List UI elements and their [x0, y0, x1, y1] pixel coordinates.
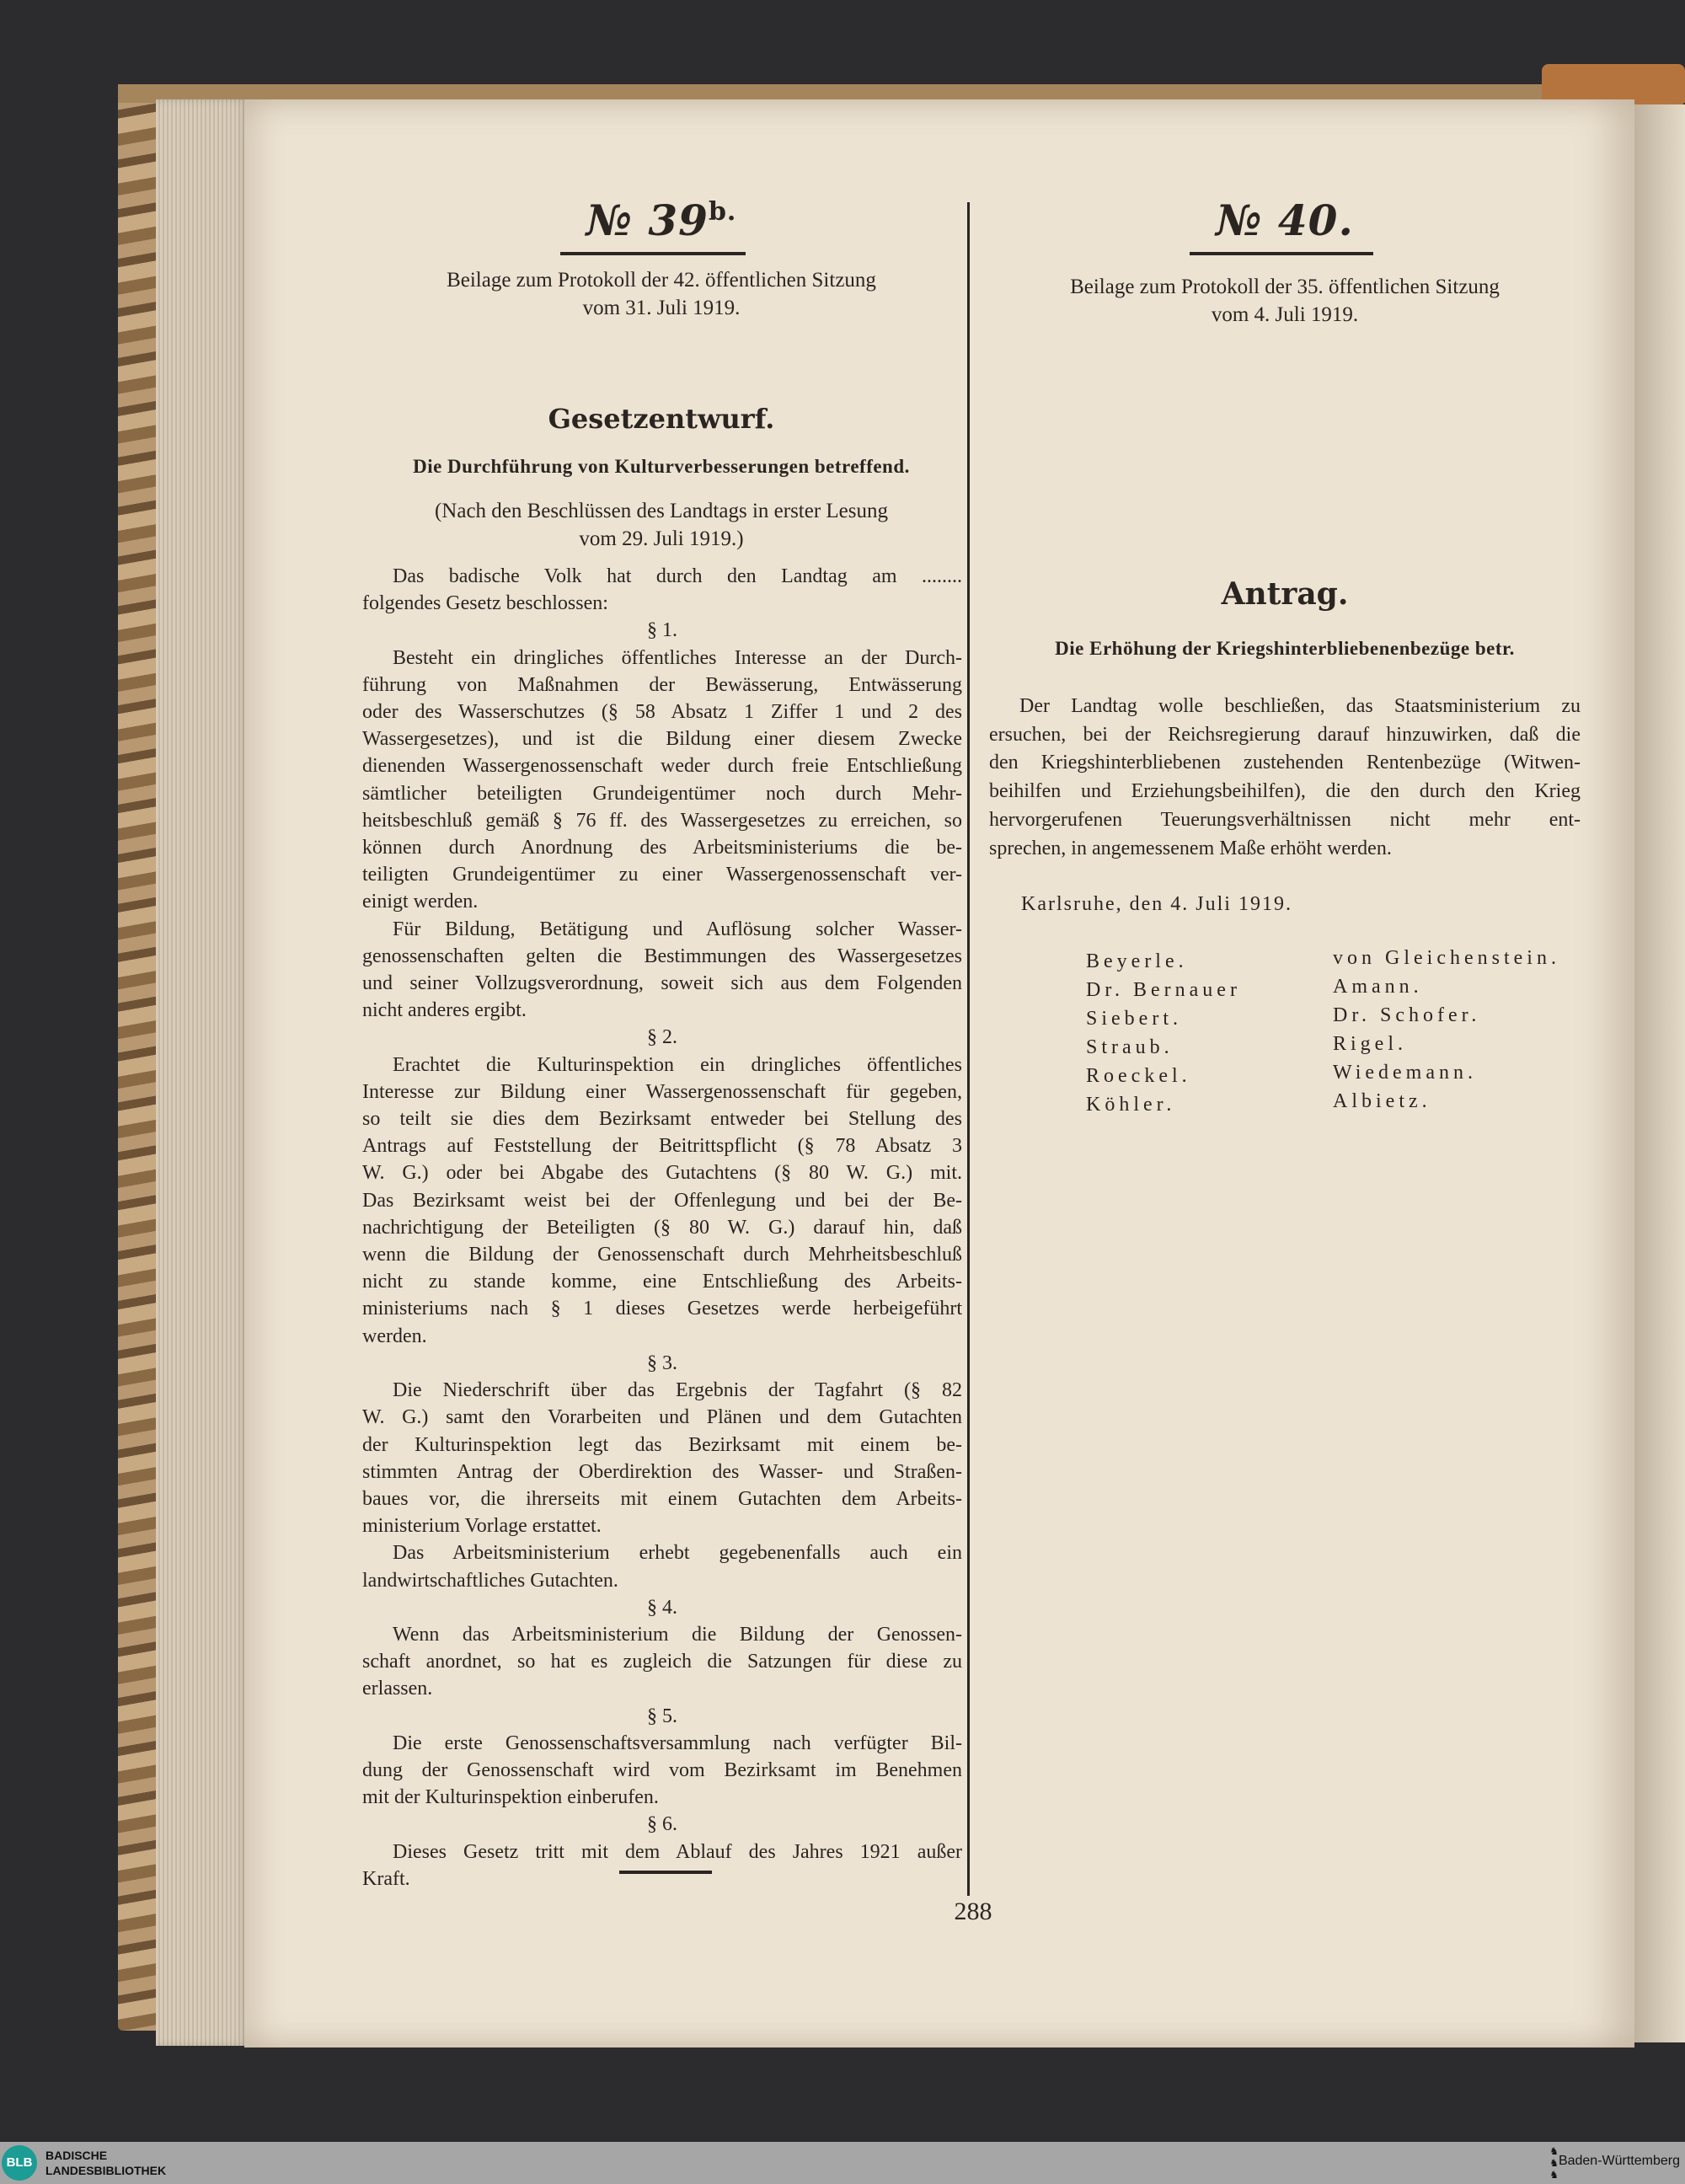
signatory-name: Dr. Bernauer — [1086, 979, 1241, 1001]
body-line: Für Bildung, Betätigung und Auflösung solcher Wasser- — [393, 918, 962, 940]
body-line: baues vor, die ihrerseits mit einem Gutachten dem Arbeits- — [362, 1487, 962, 1510]
state-name[interactable]: Baden-Württemberg — [1558, 2154, 1680, 2168]
body-line: nicht anderes ergibt. — [362, 999, 527, 1022]
right-subject: Die Erhöhung der Kriegshinterbliebenenbezüge betr. — [1055, 638, 1515, 659]
body-line: Besteht ein dringliches öffentliches Interesse an der Durch- — [393, 646, 962, 669]
body-line: dung der Genossenschaft wird vom Bezirksamt im Benehmen — [362, 1758, 962, 1781]
signatory-name: Dr. Schofer. — [1333, 1004, 1481, 1026]
body-line: landwirtschaftliches Gutachten. — [362, 1569, 618, 1592]
left-supplement: Beilage zum Protokoll der 42. öffentlichen Sitzung vom 31. Juli 1919. — [447, 269, 876, 319]
body-line: Interesse zur Bildung einer Wassergenossenschaft für gegeben, — [362, 1080, 962, 1103]
body-line: sämtlicher beteiligten Grundeigentümer noch durch Mehr- — [362, 782, 962, 805]
intro-line: Das badische Volk hat durch den Landtag am ........ — [393, 565, 962, 587]
body-line: Die erste Genossenschaftsversammlung nach verfügter Bil- — [393, 1732, 962, 1754]
place-date: Karlsruhe, den 4. Juli 1919. — [1021, 893, 1292, 915]
body-line: teiligten Grundeigentümer zu einer Wassergenossenschaft ver- — [362, 864, 962, 886]
body-line: Die Niederschrift über das Ergebnis der Tagfahrt (§ 82 — [393, 1379, 962, 1402]
page-number: 288 — [954, 1898, 992, 1925]
signatory-name: Beyerle. — [1086, 950, 1188, 972]
signatory-name: Siebert. — [1086, 1008, 1182, 1030]
number-underline — [560, 252, 746, 255]
body-line: erlassen. — [362, 1678, 433, 1700]
body-line: Das Arbeitsministerium erhebt gegebenenfalls auch ein — [393, 1542, 962, 1565]
body-line: Antrags auf Feststellung der Beitrittspflicht (§ 78 Absatz 3 — [362, 1135, 962, 1158]
blb-logo[interactable]: BLB — [2, 2145, 37, 2181]
signatory-name: Amann. — [1333, 976, 1423, 998]
signatory-name: Wiedemann. — [1333, 1062, 1477, 1084]
section-title: § 3. — [647, 1352, 677, 1374]
body-line: hervorgerufenen Teuerungsverhältnissen nicht mehr ent- — [989, 808, 1581, 831]
left-heading: Gesetzentwurf. — [548, 403, 775, 435]
lion-emblem-icon: ♞ ♞ ♞ — [1549, 2145, 1559, 2181]
body-line: schaft anordnet, so hat es zugleich die Satzungen für diese zu — [362, 1651, 962, 1673]
body-line: Kraft. — [362, 1867, 410, 1890]
body-line: nicht zu stande komme, eine Entschließung des Arbeits- — [362, 1271, 962, 1293]
signatory-name: Köhler. — [1086, 1094, 1176, 1116]
end-rule — [619, 1871, 712, 1874]
right-body — [989, 693, 1581, 863]
body-line: beihilfen und Erziehungsbeihilfen), die den durch den Krieg — [989, 780, 1581, 803]
library-name[interactable]: BADISCHE LANDESBIBLIOTHEK — [45, 2149, 167, 2177]
intro-line: folgendes Gesetz beschlossen: — [362, 592, 608, 615]
right-doc-number: № 40. — [1216, 195, 1354, 245]
body-line: Wenn das Arbeitsministerium die Bildung der Genossen- — [393, 1623, 962, 1646]
left-body — [362, 563, 962, 1892]
body-line: dienenden Wassergenossenschaft weder durch freie Entschließung — [362, 755, 962, 778]
body-line: Der Landtag wolle beschließen, das Staatsministerium zu — [1019, 695, 1581, 717]
body-line: können durch Anordnung des Arbeitsministeriums die be- — [362, 837, 962, 859]
body-line: den Kriegshinterbliebenen zustehenden Rentenbezüge (Witwen- — [989, 752, 1581, 774]
left-note: (Nach den Beschlüssen des Landtags in erster Lesung vom 29. Juli 1919.) — [434, 500, 889, 550]
body-line: sprechen, in angemessenem Maße erhöht werden. — [989, 837, 1392, 859]
right-supplement: Beilage zum Protokoll der 35. öffentlichen Sitzung vom 4. Juli 1919. — [1070, 276, 1500, 326]
body-line: Erachtet die Kulturinspektion ein dringliches öffentliches — [393, 1053, 962, 1076]
section-title: § 6. — [647, 1813, 677, 1836]
number-underline-right — [1190, 252, 1373, 255]
right-heading: Antrag. — [1221, 576, 1349, 612]
next-page-edge — [1634, 104, 1685, 2042]
body-line: heitsbeschluß gemäß § 76 ff. des Wassergesetzes zu erreichen, so — [362, 809, 962, 832]
body-line: mit der Kulturinspektion einberufen. — [362, 1786, 659, 1809]
footer-bar — [0, 2142, 1685, 2184]
body-line: ministerium Vorlage erstattet. — [362, 1515, 602, 1538]
section-title: § 1. — [647, 619, 677, 642]
body-line: so teilt sie dies dem Bezirksamt entweder bei Stellung des — [362, 1108, 962, 1131]
signatory-name: Roeckel. — [1086, 1065, 1191, 1087]
column-divider — [967, 202, 970, 1896]
body-line: werden. — [362, 1325, 427, 1347]
body-line: oder des Wasserschutzes (§ 58 Absatz 1 Ziffer 1 und 2 des — [362, 701, 962, 724]
body-line: Wassergesetzes), und ist die Bildung einer diesem Zwecke — [362, 728, 962, 751]
body-line: W. G.) samt den Vorarbeiten und Plänen und dem Gutachten — [362, 1406, 962, 1429]
signatory-name: Rigel. — [1333, 1033, 1407, 1055]
body-line: und seiner Vollzugsverordnung, soweit sich aus dem Folgenden — [362, 972, 962, 995]
body-line: nachrichtigung der Beteiligten (§ 80 W. G.) darauf hin, daß — [362, 1216, 962, 1239]
section-title: § 2. — [647, 1026, 677, 1049]
body-line: wenn die Bildung der Genossenschaft durch Mehrheitsbeschluß — [362, 1244, 962, 1266]
body-line: genossenschaften gelten die Bestimmungen des Wassergesetzes — [362, 945, 962, 967]
body-line: Das Bezirksamt weist bei der Offenlegung und bei der Be- — [362, 1189, 962, 1212]
body-line: W. G.) oder bei Abgabe des Gutachtens (§ 80 W. G.) mit. — [362, 1162, 962, 1185]
signatories-left — [1086, 947, 1241, 1119]
body-line: Dieses Gesetz tritt mit dem Ablauf des Jahres 1921 außer — [393, 1840, 962, 1863]
signatory-name: von Gleichenstein. — [1333, 947, 1560, 969]
left-doc-number: № $39^{b.}$ — [586, 195, 737, 245]
section-title: § 4. — [647, 1596, 677, 1619]
body-line: stimmten Antrag der Oberdirektion des Wasser- und Straßen- — [362, 1460, 962, 1483]
body-line: ministeriums nach § 1 dieses Gesetzes werde herbeigeführt — [362, 1298, 962, 1320]
page-edges — [156, 99, 249, 2046]
body-line: einigt werden. — [362, 891, 479, 913]
signatory-name: Straub. — [1086, 1036, 1174, 1058]
left-subject: Die Durchführung von Kulturverbesserungen betreffend. — [413, 456, 910, 477]
signatories-right — [1333, 944, 1560, 1116]
body-line: führung von Maßnahmen der Bewässerung, Entwässerung — [362, 673, 962, 696]
signatory-name: Albietz. — [1333, 1090, 1431, 1112]
section-title: § 5. — [647, 1705, 677, 1727]
body-line: ersuchen, bei der Reichsregierung darauf hinzuwirken, daß die — [989, 723, 1581, 746]
body-line: der Kulturinspektion legt das Bezirksamt mit einem be- — [362, 1433, 962, 1456]
